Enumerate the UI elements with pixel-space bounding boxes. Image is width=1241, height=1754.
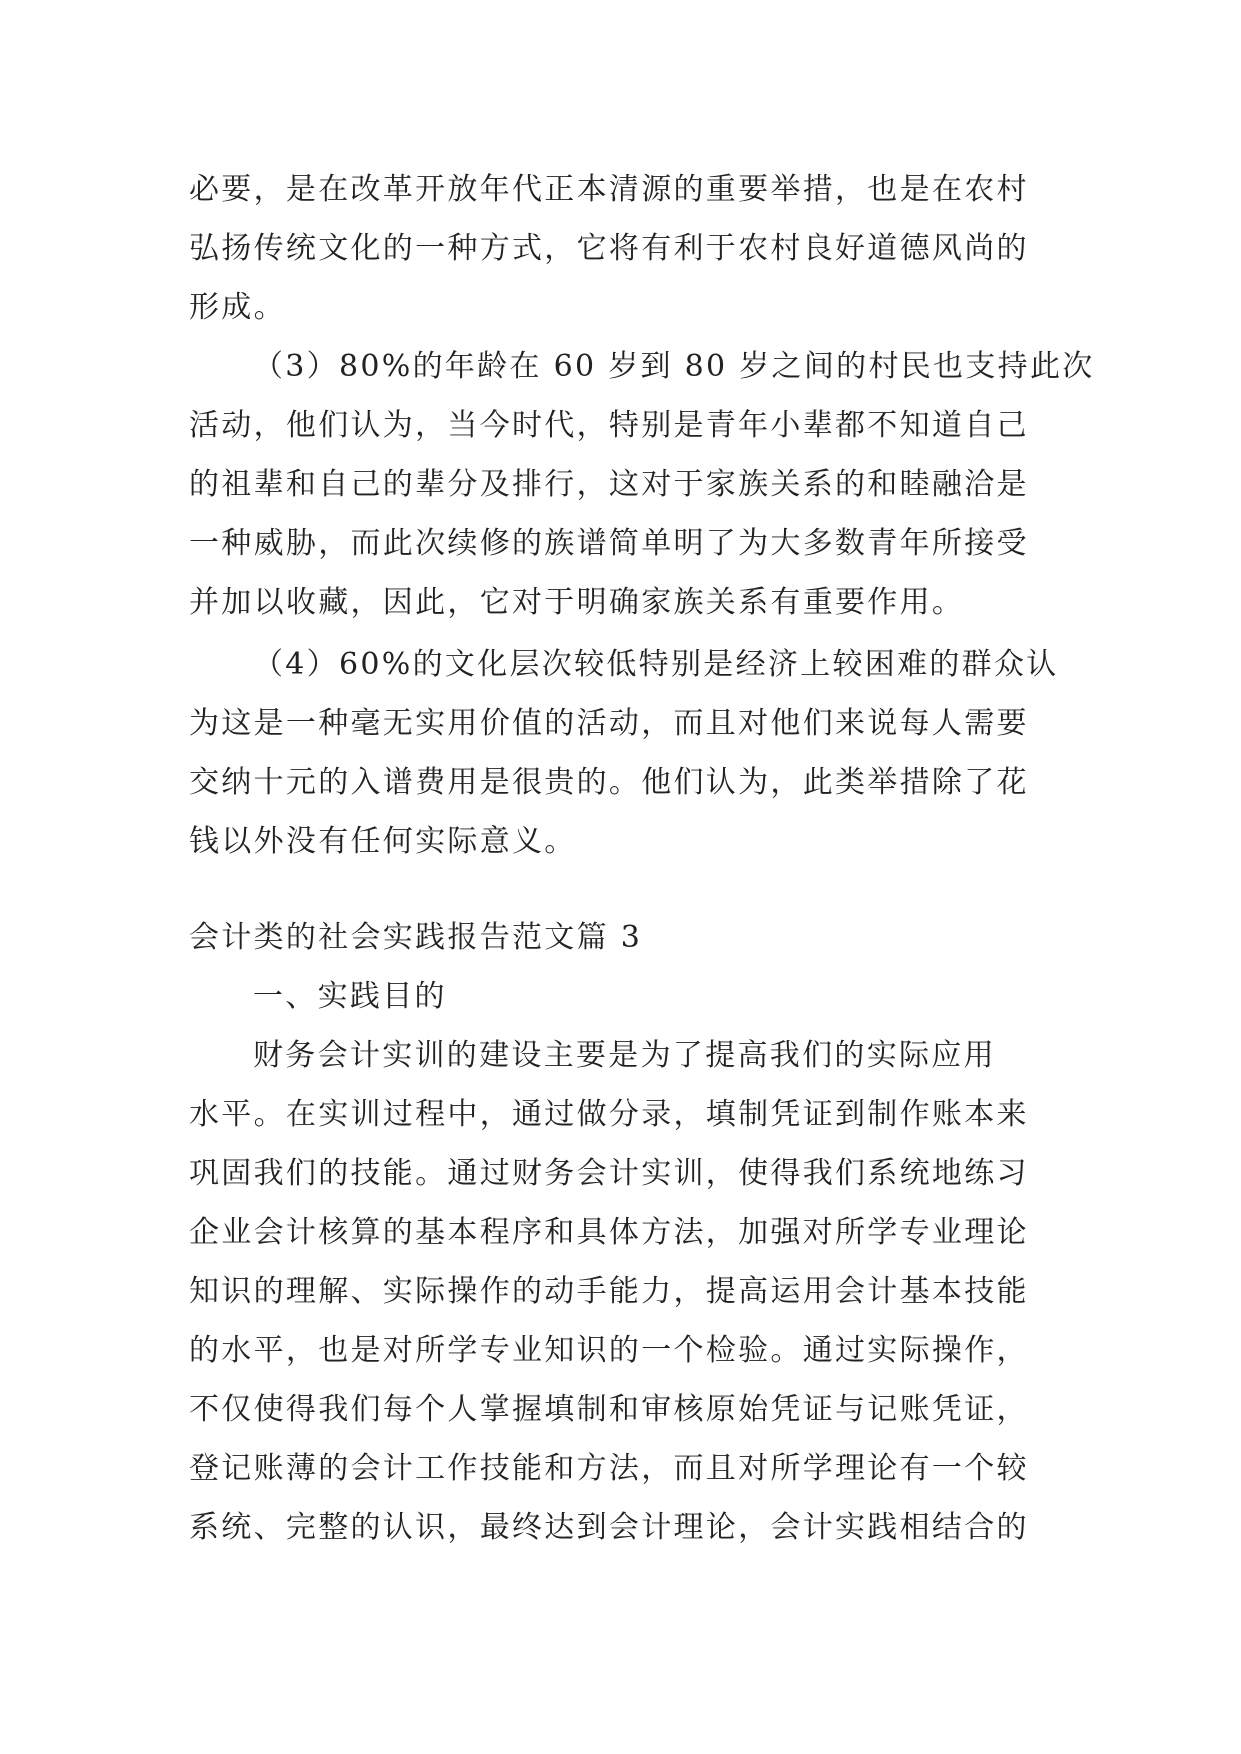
text-line: 登记账薄的会计工作技能和方法，而且对所学理论有一个较 [189,1451,1029,1486]
paragraph-item-3 [189,337,1095,632]
text-line: 企业会计核算的基本程序和具体方法，加强对所学专业理论 [189,1215,1029,1250]
paragraph-continuation [189,160,1053,337]
text-line: 钱以外没有任何实际意义。 [189,824,577,859]
text-line: 财务会计实训的建设主要是为了提高我们的实际应用 [253,1038,996,1073]
text-line: 的水平，也是对所学专业知识的一个检验。通过实际操作， [189,1333,1029,1368]
text-line: 弘扬传统文化的一种方式，它将有利于农村良好道德风尚的 [189,231,1029,266]
text-line: 交纳十元的入谱费用是很贵的。他们认为，此类举措除了花 [189,765,1029,800]
text-line: 并加以收藏，因此，它对于明确家族关系有重要作用。 [189,585,965,620]
text-line: 的祖辈和自己的辈分及排行，这对于家族关系的和睦融洽是 [189,467,1029,502]
text-line: 活动，他们认为，当今时代，特别是青年小辈都不知道自己 [189,408,1029,443]
subheading: 一、实践目的 [253,979,447,1014]
text-line: （3）80%的年龄在 60 岁到 80 岁之间的村民也支持此次 [253,349,1095,384]
text-line: 知识的理解、实际操作的动手能力，提高运用会计基本技能 [189,1274,1029,1309]
text-line: 系统、完整的认识，最终达到会计理论，会计实践相结合的 [189,1510,1029,1545]
section-heading: 会计类的社会实践报告范文篇 3 [189,920,643,955]
paragraph-item-4 [189,635,1059,871]
text-line: 为这是一种毫无实用价值的活动，而且对他们来说每人需要 [189,706,1029,741]
text-line: （4）60%的文化层次较低特别是经济上较困难的群众认 [253,647,1059,682]
paragraph-purpose [189,1026,1053,1557]
text-line: 不仅使得我们每个人掌握填制和审核原始凭证与记账凭证， [189,1392,1029,1427]
text-line: 水平。在实训过程中，通过做分录，填制凭证到制作账本来 [189,1097,1029,1132]
text-line: 一种威胁，而此次续修的族谱简单明了为大多数青年所接受 [189,526,1029,561]
text-line: 巩固我们的技能。通过财务会计实训，使得我们系统地练习 [189,1156,1029,1191]
text-line: 形成。 [189,290,286,325]
text-line: 必要，是在改革开放年代正本清源的重要举措，也是在农村 [189,172,1029,207]
